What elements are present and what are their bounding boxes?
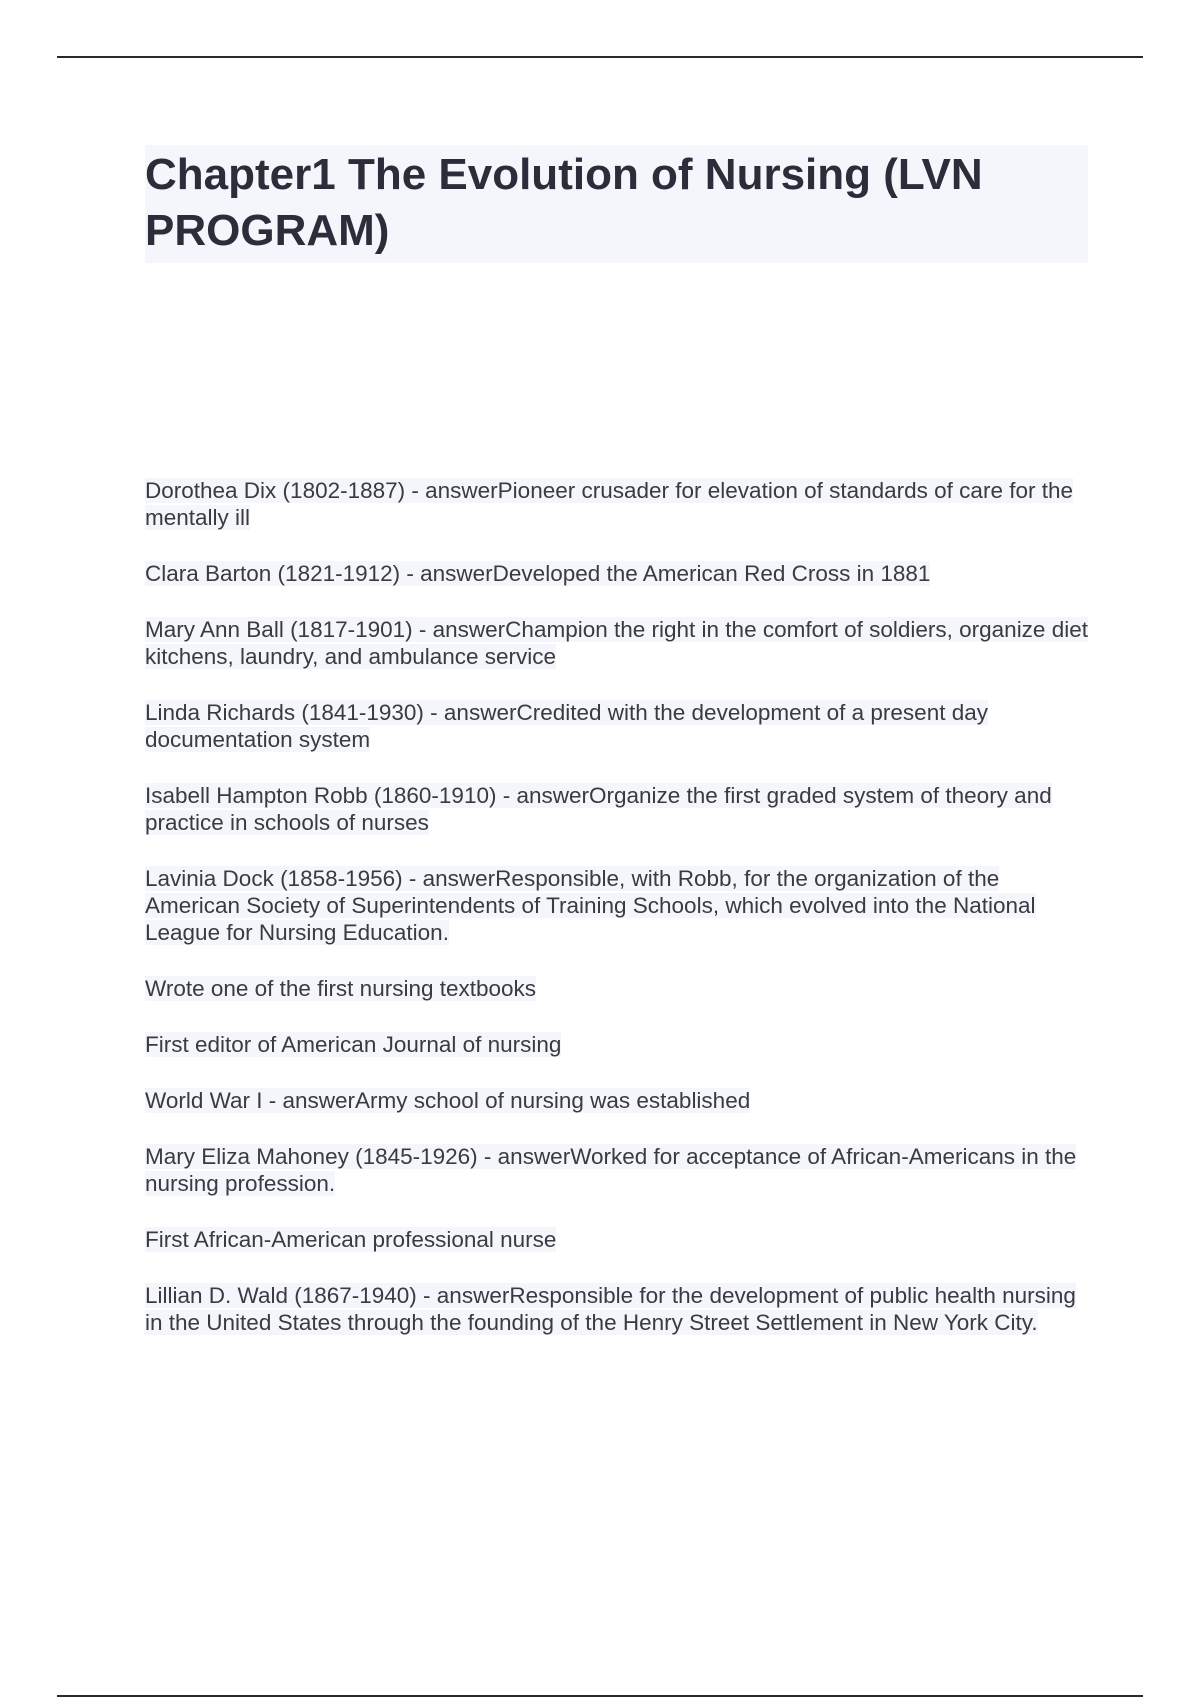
list-item-text: Mary Eliza Mahoney (1845-1926) - answerWorked for acceptance of African-Americans in the nursing profession. [145, 1144, 1077, 1196]
list-item-text: Wrote one of the first nursing textbooks [145, 976, 537, 1001]
list-item [145, 477, 1090, 531]
list-item-text: Isabell Hampton Robb (1860-1910) - answerOrganize the first graded system of theory and practice in schools of nurses [145, 783, 1052, 835]
list-item-text: Mary Ann Ball (1817-1901) - answerChampion the right in the comfort of soldiers, organize diet kitchens, laundry, and ambulance service [145, 617, 1088, 669]
bottom-rule [57, 1695, 1143, 1697]
title-block [145, 145, 1088, 263]
page-title: Chapter1 The Evolution of Nursing (LVN PROGRAM) [145, 150, 983, 255]
list-item-text: Lavinia Dock (1858-1956) - answerResponsible, with Robb, for the organization of the American Society of Superintendents of Training Schools, which evolved into the National League for Nursing Education. [145, 866, 1036, 945]
list-item [145, 975, 1090, 1002]
list-item [145, 1226, 1090, 1253]
top-rule [57, 56, 1143, 58]
list-item [145, 1143, 1090, 1197]
list-item [145, 1087, 1090, 1114]
list-item [145, 1031, 1090, 1058]
list-item-text: First editor of American Journal of nursing [145, 1032, 562, 1057]
list-item [145, 782, 1090, 836]
list-item-text: Clara Barton (1821-1912) - answerDeveloped the American Red Cross in 1881 [145, 561, 931, 586]
list-item [145, 699, 1090, 753]
list-item-text: World War I - answerArmy school of nursing was established [145, 1088, 751, 1113]
list-item-text: Dorothea Dix (1802-1887) - answerPioneer crusader for elevation of standards of care for the mentally ill [145, 478, 1073, 530]
list-item [145, 1282, 1090, 1336]
qa-list [145, 477, 1090, 1365]
list-item-text: Linda Richards (1841-1930) - answerCredited with the development of a present day documentation system [145, 700, 988, 752]
list-item [145, 865, 1090, 946]
list-item-text: Lillian D. Wald (1867-1940) - answerResponsible for the development of public health nursing in the United States through the founding of the Henry Street Settlement in New York City. [145, 1283, 1076, 1335]
list-item-text: First African-American professional nurse [145, 1227, 557, 1252]
list-item [145, 560, 1090, 587]
list-item [145, 616, 1090, 670]
